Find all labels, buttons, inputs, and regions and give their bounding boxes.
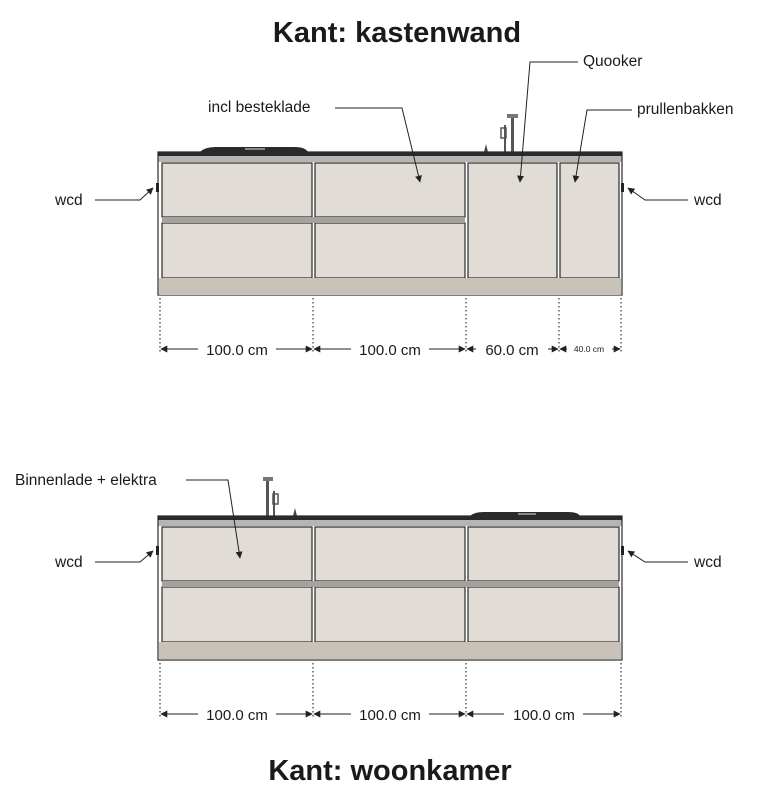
leader-wcd-left bbox=[95, 188, 153, 200]
leader-wcd-right bbox=[628, 551, 688, 562]
tap-icon bbox=[263, 477, 278, 517]
dimension-label: 100.0 cm bbox=[513, 707, 575, 724]
front-drawer-1 bbox=[162, 527, 312, 581]
worktop bbox=[158, 156, 622, 162]
socket-left-icon bbox=[156, 546, 159, 555]
soap-dispenser-icon bbox=[293, 508, 297, 516]
front-drawer-6 bbox=[468, 587, 619, 642]
leader-wcd-right bbox=[628, 188, 688, 200]
dimension-label: 100.0 cm bbox=[206, 342, 268, 359]
front-drawer-2 bbox=[162, 587, 312, 642]
socket-right-icon bbox=[621, 546, 624, 555]
label-wcd-right: wcd bbox=[694, 554, 722, 571]
plinth bbox=[159, 642, 621, 659]
front-drawer-4 bbox=[315, 223, 465, 278]
handle-rail bbox=[162, 217, 465, 223]
worktop-edge bbox=[158, 152, 622, 156]
label-wcd-left: wcd bbox=[55, 554, 83, 571]
label-prullenbakken: prullenbakken bbox=[637, 101, 734, 118]
front-drawer-5 bbox=[468, 527, 619, 581]
label-binnenlade: Binnenlade + elektra bbox=[15, 472, 157, 489]
dimension-label: 60.0 cm bbox=[485, 342, 539, 359]
dimension-label: 100.0 cm bbox=[206, 707, 268, 724]
front-drawer-2 bbox=[162, 223, 312, 278]
woonkamer-elevation bbox=[156, 477, 624, 660]
worktop bbox=[158, 520, 622, 526]
kastenwand-elevation bbox=[156, 114, 624, 295]
front-drawer-3 bbox=[315, 163, 465, 217]
woonkamer-title: Kant: woonkamer bbox=[268, 755, 512, 787]
dimension-label: 100.0 cm bbox=[359, 342, 421, 359]
handle-rail bbox=[162, 581, 619, 587]
socket-right-icon bbox=[621, 183, 624, 192]
dimension-label: 40.0 cm bbox=[573, 344, 605, 354]
label-quooker: Quooker bbox=[583, 53, 643, 70]
front-drawer-3 bbox=[315, 527, 465, 581]
label-wcd-right: wcd bbox=[694, 192, 722, 209]
plinth bbox=[159, 278, 621, 295]
quooker-tap-icon bbox=[501, 114, 518, 154]
label-besteklade: incl besteklade bbox=[208, 99, 311, 116]
front-quooker-door bbox=[468, 163, 557, 278]
socket-left-icon bbox=[156, 183, 159, 192]
dimension-label: 100.0 cm bbox=[359, 707, 421, 724]
soap-dispenser-icon bbox=[484, 144, 488, 152]
leader-wcd-left bbox=[95, 551, 153, 562]
front-drawer-1 bbox=[162, 163, 312, 217]
kastenwand-title: Kant: kastenwand bbox=[272, 17, 522, 49]
front-drawer-4 bbox=[315, 587, 465, 642]
label-wcd-left: wcd bbox=[55, 192, 83, 209]
front-bin-door bbox=[560, 163, 619, 278]
